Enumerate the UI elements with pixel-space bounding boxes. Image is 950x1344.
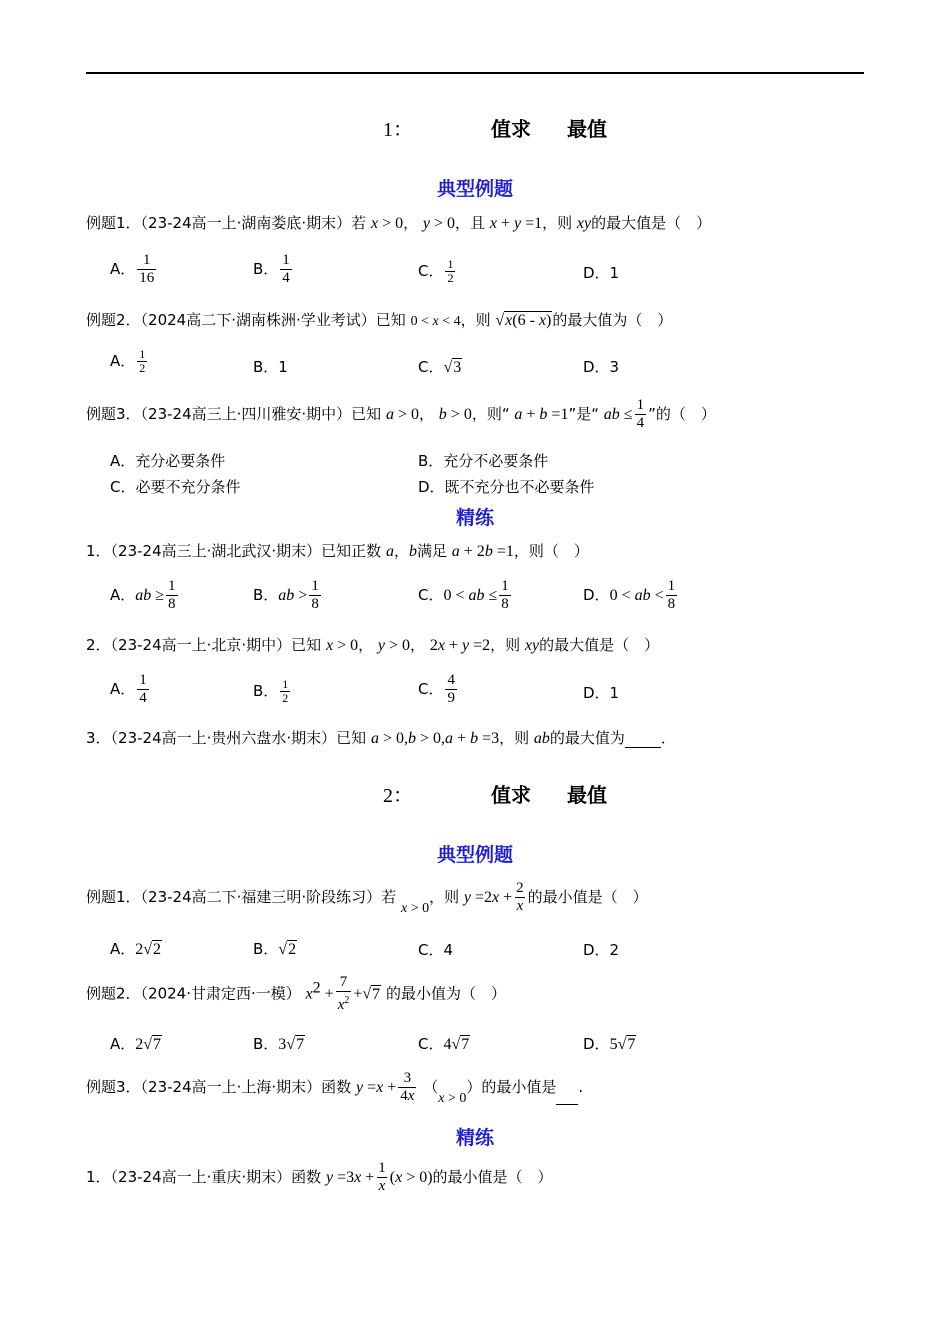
s2-ex2-option-d[interactable]: D．5√7 [583, 1035, 636, 1053]
s2-ex1-option-a[interactable]: A．2√2 [110, 940, 162, 958]
s1-ex1-option-c[interactable]: C． $\frac{1}{2}$ [418, 257, 454, 285]
s2-ex2-option-c[interactable]: C．4√7 [418, 1035, 470, 1053]
s2-ex1-option-c[interactable]: C．4 [418, 941, 454, 959]
header-rule [86, 72, 864, 74]
section-1-number: 1： [383, 119, 413, 141]
s1-ex3-option-a[interactable]: A．充分必要条件 [110, 452, 226, 470]
s1-example-1-question: 例题1．（23-24高一上·湖南娄底·期末）若 x > 0， y > 0，且 x + y =1，则 xy的最大值是（ ） [86, 214, 712, 232]
s1-example-3-question: 例题3．（23-24高三上·四川雅安·期中）已知 a > 0， b > 0，则“ a + b =1”是“ ab ≤ $\frac{1}{4}$ ”的（ ） [86, 397, 716, 431]
section-2-number: 2： [383, 785, 413, 807]
section-1-examples-heading: 典型例题 [436, 178, 513, 200]
s2-example-2-question: 例题2．（2024·甘肃定西·一模） $x^2$ + $\frac{7}{x^2}$ +√7 的最小值为（ ） [86, 974, 506, 1013]
s1-p1-option-a[interactable]: A．ab ≥ $\frac{1}{8}$ [110, 578, 176, 612]
s1-p2-option-d[interactable]: D．1 [583, 684, 620, 702]
s2-example-3-question: 例题3．（23-24高一上·上海·期末）函数 y =x + $\frac{3}{4x}$ （x > 0）的最小值是 . [86, 1070, 584, 1106]
s1-p2-option-c[interactable]: C． $\frac{4}{9}$ [418, 672, 455, 706]
s1-ex1-option-d[interactable]: D．1 [583, 264, 620, 282]
s1-p1-option-d[interactable]: D．0 < ab < $\frac{1}{8}$ [583, 578, 676, 612]
s1-p2-option-a[interactable]: A． $\frac{1}{4}$ [110, 672, 147, 706]
section-2-title: 2： 值求 最值 [383, 783, 607, 807]
s2-practice-1-question: 1．（23-24高一上·重庆·期末）函数 y =3x + $\frac{1}{x}$ (x > 0)的最小值是（ ） [86, 1160, 553, 1194]
s1-practice-1-question: 1．（23-24高三上·湖北武汉·期末）已知正数 a，b满足 a + 2b =1，则（ ） [86, 542, 589, 560]
s1-ex2-option-d[interactable]: D．3 [583, 358, 620, 376]
answer-blank[interactable] [625, 733, 661, 748]
s1-practice-3-question: 3．（23-24高一上·贵州六盘水·期末）已知 a > 0,b > 0,a + b =3，则 ab的最大值为 ． [86, 729, 676, 747]
s1-ex3-option-d[interactable]: D．既不充分也不必要条件 [418, 478, 595, 496]
section-1-title: 1： 值求 最值 [383, 117, 607, 141]
section-2-practice-heading: 精练 [455, 1127, 494, 1149]
s1-ex2-option-b[interactable]: B．1 [253, 358, 288, 376]
s2-ex2-option-a[interactable]: A．2√7 [110, 1035, 162, 1053]
s1-p1-option-b[interactable]: B．ab > $\frac{1}{8}$ [253, 578, 319, 612]
s2-ex1-option-b[interactable]: B．√2 [253, 940, 297, 958]
s1-p2-option-b[interactable]: B． $\frac{1}{2}$ [253, 677, 289, 705]
s1-ex3-option-c[interactable]: C．必要不充分条件 [110, 478, 241, 496]
s1-example-2-question: 例题2．（2024高二下·湖南株洲·学业考试）已知 0 < x < 4，则 √x(6 - x)的最大值为（ ） [86, 311, 673, 329]
s1-p1-option-c[interactable]: C．0 < ab ≤ $\frac{1}{8}$ [418, 578, 509, 612]
s1-ex2-option-c[interactable]: C．√3 [418, 358, 462, 376]
s1-practice-2-question: 2．（23-24高一上·北京·期中）已知 x > 0， y > 0， 2x + y =2，则 xy的最大值是（ ） [86, 636, 660, 654]
section-2-examples-heading: 典型例题 [436, 844, 513, 866]
s2-example-1-question: 例题1．（23-24高二下·福建三明·阶段练习）若 x > 0，则 y =2x + $\frac{2}{x}$ 的最小值是（ ） [86, 880, 648, 916]
section-1-practice-heading: 精练 [455, 507, 494, 529]
s2-ex1-option-d[interactable]: D．2 [583, 941, 620, 959]
s1-ex3-option-b[interactable]: B．充分不必要条件 [418, 452, 549, 470]
answer-blank[interactable] [556, 1090, 578, 1105]
s1-ex1-option-a[interactable]: A． $\frac{1}{16}$ [110, 252, 155, 286]
s2-ex2-option-b[interactable]: B．3√7 [253, 1035, 305, 1053]
s1-ex2-option-a[interactable]: A． $\frac{1}{2}$ [110, 347, 146, 375]
s1-ex1-option-b[interactable]: B． $\frac{1}{4}$ [253, 252, 290, 286]
